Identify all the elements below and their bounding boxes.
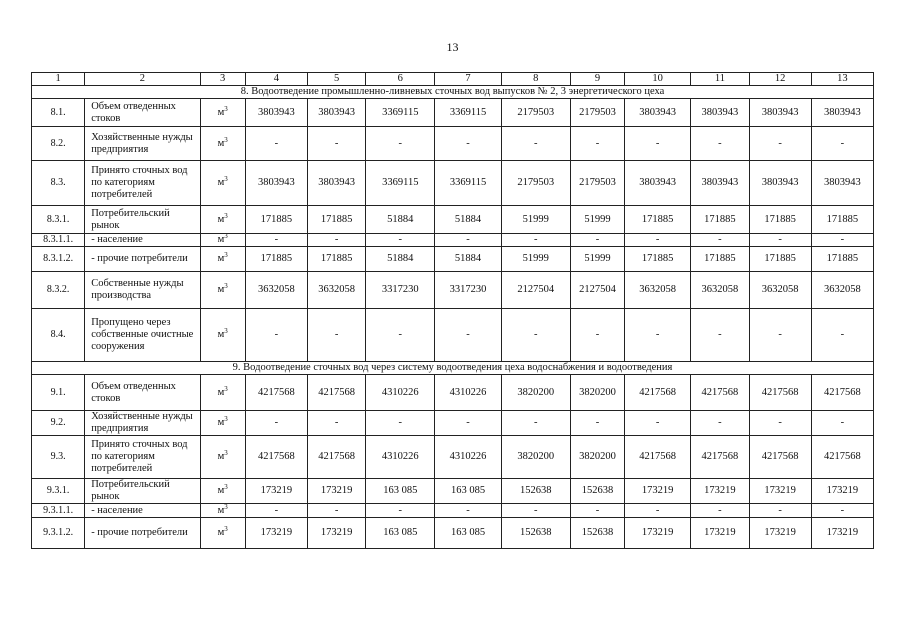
value-cell: - [625, 411, 691, 436]
table-row [32, 272, 874, 309]
value-cell: 171885 [691, 247, 749, 272]
header-cell: 2 [85, 73, 200, 86]
value-cell: 4310226 [366, 436, 435, 479]
value-cell: 4217568 [691, 375, 749, 411]
unit-text: м [217, 106, 225, 118]
header-cell: 8 [501, 73, 570, 86]
value-cell: 171885 [691, 206, 749, 234]
value-cell: - [435, 309, 501, 362]
value-cell: 173219 [245, 479, 307, 504]
unit-superscript: 3 [224, 327, 228, 335]
row-unit [200, 504, 245, 518]
value-cell: 3820200 [501, 436, 570, 479]
value-cell: 4217568 [245, 436, 307, 479]
value-cell: 51884 [435, 206, 501, 234]
table-row [32, 411, 874, 436]
value-cell: 171885 [749, 206, 811, 234]
section-title: 8. Водоотведение промышленно-ливневых сточных вод выпусков № 2, 3 энергетического цеха [32, 86, 874, 99]
table-row [32, 206, 874, 234]
value-cell: - [570, 309, 624, 362]
value-cell: - [749, 504, 811, 518]
value-cell: - [691, 309, 749, 362]
value-cell: - [811, 234, 873, 247]
row-name: Объем отведенных стоков [85, 375, 200, 411]
value-cell: 3369115 [435, 99, 501, 127]
value-cell: - [435, 234, 501, 247]
row-code: 9.3.1. [32, 479, 85, 504]
value-cell: - [245, 127, 307, 161]
value-cell: - [570, 411, 624, 436]
value-cell: 4310226 [366, 375, 435, 411]
value-cell: 51884 [366, 206, 435, 234]
value-cell: 3632058 [307, 272, 365, 309]
row-code: 8.3.1.2. [32, 247, 85, 272]
value-cell: 3803943 [749, 99, 811, 127]
value-cell: 51999 [570, 247, 624, 272]
value-cell: - [245, 309, 307, 362]
value-cell: 4217568 [749, 375, 811, 411]
value-cell: 152638 [501, 518, 570, 549]
row-name: Собственные нужды производства [85, 272, 200, 309]
value-cell: - [366, 504, 435, 518]
unit-text: м [217, 177, 225, 188]
row-unit [200, 479, 245, 504]
header-cell: 10 [625, 73, 691, 86]
value-cell: 3369115 [435, 161, 501, 206]
value-cell: 3632058 [749, 272, 811, 309]
value-cell: - [811, 504, 873, 518]
value-cell: 4310226 [435, 375, 501, 411]
value-cell: - [245, 504, 307, 518]
table-row [32, 436, 874, 479]
table-row [32, 375, 874, 411]
header-cell: 12 [749, 73, 811, 86]
value-cell: 3369115 [366, 161, 435, 206]
value-cell: 171885 [245, 206, 307, 234]
value-cell: - [625, 234, 691, 247]
value-cell: - [691, 504, 749, 518]
value-cell: 173219 [307, 479, 365, 504]
value-cell: - [245, 411, 307, 436]
value-cell: 3803943 [625, 99, 691, 127]
value-cell: 4217568 [625, 436, 691, 479]
value-cell: - [366, 127, 435, 161]
value-cell: 3803943 [625, 161, 691, 206]
row-unit [200, 99, 245, 127]
value-cell: - [811, 127, 873, 161]
value-cell: 163 085 [366, 518, 435, 549]
row-code: 8.4. [32, 309, 85, 362]
value-cell: 3803943 [749, 161, 811, 206]
value-cell: 2127504 [501, 272, 570, 309]
value-cell: 3632058 [625, 272, 691, 309]
value-cell: 152638 [570, 479, 624, 504]
row-code: 8.3.1.1. [32, 234, 85, 247]
value-cell: 163 085 [435, 479, 501, 504]
value-cell: - [307, 234, 365, 247]
value-cell: 3803943 [691, 99, 749, 127]
value-cell: 4217568 [307, 375, 365, 411]
unit-superscript: 3 [224, 251, 228, 259]
row-unit [200, 309, 245, 362]
value-cell: - [691, 234, 749, 247]
value-cell: 2127504 [570, 272, 624, 309]
value-cell: - [811, 309, 873, 362]
row-name: - прочие потребители [85, 518, 200, 549]
row-unit [200, 206, 245, 234]
value-cell: - [811, 411, 873, 436]
row-code: 9.3.1.1. [32, 504, 85, 518]
row-code: 8.2. [32, 127, 85, 161]
section-title: 9. Водоотведение сточных вод через систему водоотведения цеха водоснабжения и водоотведения [32, 362, 874, 375]
value-cell: 3803943 [811, 161, 873, 206]
value-cell: - [307, 411, 365, 436]
unit-superscript: 3 [224, 525, 228, 533]
value-cell: - [625, 127, 691, 161]
header-row [32, 73, 874, 86]
value-cell: - [749, 234, 811, 247]
unit-text: м [217, 137, 225, 149]
value-cell: 173219 [691, 518, 749, 549]
row-unit [200, 411, 245, 436]
unit-text: м [217, 417, 225, 428]
row-name: Хозяйственные нужды предприятия [85, 127, 200, 161]
row-name: Потребительский рынок [85, 479, 200, 504]
header-cell: 11 [691, 73, 749, 86]
row-name: - прочие потребители [85, 247, 200, 272]
value-cell: - [570, 127, 624, 161]
value-cell: - [691, 127, 749, 161]
unit-superscript: 3 [224, 175, 228, 183]
row-unit [200, 436, 245, 479]
value-cell: - [570, 504, 624, 518]
value-cell: 173219 [691, 479, 749, 504]
unit-superscript: 3 [224, 233, 228, 240]
value-cell: 4310226 [435, 436, 501, 479]
value-cell: 163 085 [435, 518, 501, 549]
value-cell: 173219 [625, 479, 691, 504]
value-cell: - [625, 504, 691, 518]
value-cell: - [307, 309, 365, 362]
value-cell: 4217568 [811, 375, 873, 411]
value-cell: 4217568 [625, 375, 691, 411]
header-cell: 9 [570, 73, 624, 86]
table-row [32, 518, 874, 549]
value-cell: 4217568 [749, 436, 811, 479]
table-body [32, 73, 874, 549]
value-cell: 3632058 [811, 272, 873, 309]
value-cell: - [307, 127, 365, 161]
value-cell: - [366, 411, 435, 436]
value-cell: 4217568 [691, 436, 749, 479]
row-name: Принято сточных вод по категориям потребителей [85, 436, 200, 479]
value-cell: 173219 [307, 518, 365, 549]
unit-text: м [217, 527, 225, 538]
row-unit [200, 161, 245, 206]
section-title-row [32, 86, 874, 99]
unit-text: м [217, 504, 225, 516]
unit-text: м [217, 329, 225, 340]
value-cell: - [307, 504, 365, 518]
value-cell: 152638 [501, 479, 570, 504]
value-cell: 3317230 [435, 272, 501, 309]
value-cell: 3317230 [366, 272, 435, 309]
value-cell: - [749, 127, 811, 161]
value-cell: 173219 [811, 518, 873, 549]
value-cell: - [435, 504, 501, 518]
unit-superscript: 3 [224, 211, 228, 220]
value-cell: 173219 [625, 518, 691, 549]
value-cell: - [501, 504, 570, 518]
header-cell: 3 [200, 73, 245, 86]
header-cell: 6 [366, 73, 435, 86]
row-code: 9.3.1.2. [32, 518, 85, 549]
value-cell: 171885 [625, 206, 691, 234]
value-cell: - [366, 234, 435, 247]
row-name: - население [85, 504, 200, 518]
value-cell: 3803943 [691, 161, 749, 206]
value-cell: - [749, 309, 811, 362]
value-cell: 51884 [435, 247, 501, 272]
value-cell: 51884 [366, 247, 435, 272]
row-name: Потребительский рынок [85, 206, 200, 234]
row-code: 8.3.1. [32, 206, 85, 234]
unit-superscript: 3 [224, 282, 228, 290]
unit-superscript: 3 [224, 415, 228, 423]
value-cell: 173219 [749, 518, 811, 549]
value-cell: - [625, 309, 691, 362]
unit-superscript: 3 [224, 135, 228, 144]
header-cell: 4 [245, 73, 307, 86]
value-cell: 152638 [570, 518, 624, 549]
row-unit [200, 375, 245, 411]
value-cell: 4217568 [811, 436, 873, 479]
value-cell: 4217568 [245, 375, 307, 411]
row-unit [200, 247, 245, 272]
value-cell: 51999 [501, 206, 570, 234]
header-cell: 7 [435, 73, 501, 86]
value-cell: - [435, 411, 501, 436]
value-cell: - [501, 234, 570, 247]
value-cell: - [691, 411, 749, 436]
unit-superscript: 3 [224, 104, 228, 113]
row-name: Объем отведенных стоков [85, 99, 200, 127]
table-row [32, 247, 874, 272]
value-cell: 3820200 [570, 375, 624, 411]
section-title-row [32, 362, 874, 375]
value-cell: - [245, 234, 307, 247]
header-cell: 5 [307, 73, 365, 86]
value-cell: 3803943 [811, 99, 873, 127]
value-cell: 171885 [307, 247, 365, 272]
value-cell: 2179503 [570, 99, 624, 127]
table-row [32, 161, 874, 206]
value-cell: - [570, 234, 624, 247]
value-cell: 3803943 [307, 161, 365, 206]
row-code: 8.3. [32, 161, 85, 206]
unit-text: м [217, 485, 225, 496]
value-cell: 2179503 [501, 99, 570, 127]
value-cell: 171885 [307, 206, 365, 234]
row-name: - население [85, 234, 200, 247]
water-disposal-table [31, 72, 874, 549]
value-cell: 3803943 [245, 99, 307, 127]
value-cell: 173219 [245, 518, 307, 549]
value-cell: - [501, 411, 570, 436]
value-cell: 173219 [811, 479, 873, 504]
table-row [32, 309, 874, 362]
header-cell: 1 [32, 73, 85, 86]
row-unit [200, 272, 245, 309]
value-cell: 2179503 [501, 161, 570, 206]
value-cell: 3820200 [570, 436, 624, 479]
row-unit [200, 127, 245, 161]
row-name: Принято сточных вод по категориям потребителей [85, 161, 200, 206]
value-cell: 171885 [625, 247, 691, 272]
value-cell: - [501, 309, 570, 362]
row-unit [200, 234, 245, 247]
table-row [32, 504, 874, 518]
unit-text: м [217, 284, 225, 295]
unit-superscript: 3 [224, 483, 228, 491]
value-cell: 3369115 [366, 99, 435, 127]
value-cell: 51999 [501, 247, 570, 272]
value-cell: 163 085 [366, 479, 435, 504]
value-cell: - [501, 127, 570, 161]
table-row [32, 479, 874, 504]
unit-superscript: 3 [224, 384, 228, 393]
value-cell: 51999 [570, 206, 624, 234]
value-cell: - [435, 127, 501, 161]
row-code: 9.2. [32, 411, 85, 436]
table-row [32, 99, 874, 127]
value-cell: 3820200 [501, 375, 570, 411]
value-cell: 3803943 [245, 161, 307, 206]
value-cell: 2179503 [570, 161, 624, 206]
row-code: 8.1. [32, 99, 85, 127]
row-unit [200, 518, 245, 549]
unit-text: м [217, 451, 225, 462]
row-name: Хозяйственные нужды предприятия [85, 411, 200, 436]
unit-superscript: 3 [224, 503, 228, 511]
row-name: Пропущено через собственные очистные сооружения [85, 309, 200, 362]
unit-text: м [217, 253, 225, 264]
unit-text: м [217, 386, 225, 398]
table-row [32, 127, 874, 161]
value-cell: 171885 [811, 247, 873, 272]
value-cell: 4217568 [307, 436, 365, 479]
value-cell: 3632058 [245, 272, 307, 309]
value-cell: 171885 [245, 247, 307, 272]
page-number: 13 [446, 40, 459, 54]
unit-superscript: 3 [224, 449, 228, 457]
row-code: 9.3. [32, 436, 85, 479]
unit-text: м [217, 213, 225, 225]
value-cell: 171885 [811, 206, 873, 234]
value-cell: 3803943 [307, 99, 365, 127]
value-cell: 173219 [749, 479, 811, 504]
unit-text: м [217, 234, 225, 245]
header-cell: 13 [811, 73, 873, 86]
row-code: 8.3.2. [32, 272, 85, 309]
table-row [32, 234, 874, 247]
row-code: 9.1. [32, 375, 85, 411]
value-cell: - [749, 411, 811, 436]
value-cell: 3632058 [691, 272, 749, 309]
value-cell: 171885 [749, 247, 811, 272]
value-cell: - [366, 309, 435, 362]
